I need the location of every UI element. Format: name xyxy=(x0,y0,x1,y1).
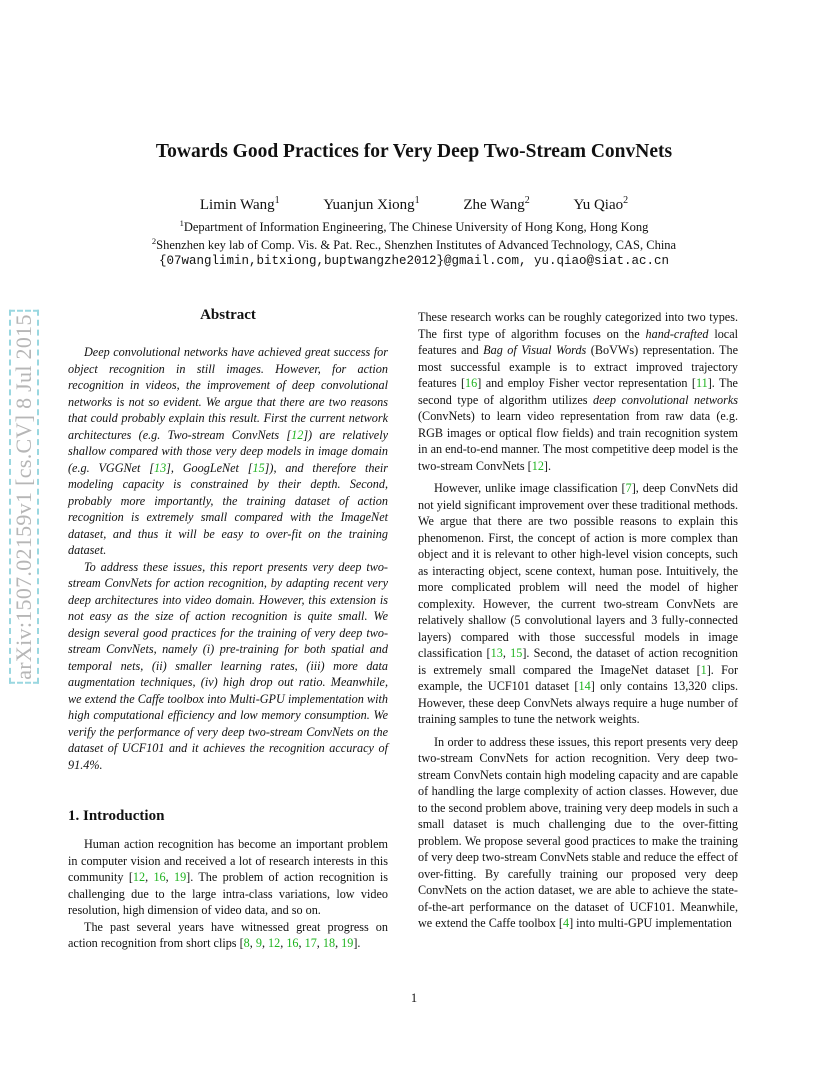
page-number: 1 xyxy=(410,991,418,1005)
citation-link[interactable]: 12 xyxy=(268,936,281,950)
author-affil-sup: 2 xyxy=(623,195,629,206)
body-paragraph: However, unlike image classification [7], deep ConvNets did not yield significant improvement over these traditional methods. We argue that there are two possible reasons to explain this phenomenon. First, the concept of action is more complex than object and it is relevant to other high-level vision concepts, such as interacting object, scene context, human pose. Intuitively, the more complicated problem will need the model of higher complexity. However, the current two-stream ConvNets are relatively shallow (5 convolutional layers and 3 fully-connected layers) compared with those successful models in image classification [13, 15]. Second, the dataset of action recognition is extremely small compared the ImageNet dataset [1]. For example, the UCF101 dataset [14] only contains 13,320 clips. However, these deep ConvNets always require a huge number of training samples to tune the network weights. xyxy=(418,481,739,726)
right-column-body xyxy=(418,309,738,932)
author-affil-sup: 1 xyxy=(414,195,420,206)
citation-link[interactable]: 13 xyxy=(153,460,167,475)
introduction-body xyxy=(68,836,388,952)
affiliation-text: Shenzhen key lab of Comp. Vis. & Pat. Rec., Shenzhen Institutes of Advanced Technology, CAS, China xyxy=(156,238,677,253)
affiliation xyxy=(0,236,828,253)
author xyxy=(574,195,629,214)
author-name: Yuanjun Xiong xyxy=(323,197,415,213)
citation-link[interactable]: 12 xyxy=(291,427,304,442)
citation-link[interactable]: 7 xyxy=(625,481,632,495)
author xyxy=(323,195,419,214)
section-heading-introduction: 1. Introduction xyxy=(68,808,165,824)
citation-link[interactable]: 13 xyxy=(490,646,503,660)
abstract-paragraph: To address these issues, this report presents very deep two-stream ConvNets for action recognition, by adapting recent very deep architectures into video domain. However, this extension is not easy as the size of action recognition is quite small. We design several good practices for the training of very deep two-stream ConvNets, namely (i) pre-training for both spatial and temporal nets, (ii) smaller learning rates, (iii) more data augmentation techniques, (iv) high drop out ratio. Meanwhile, we extend the Caffe toolbox into Multi-GPU implementation with high computational efficiency and low memory consumption. We verify the performance of very deep two-stream ConvNets on the dataset of UCF101 and it achieves the recognition accuracy of 91.4%. xyxy=(68,559,388,772)
citation-link[interactable]: 12 xyxy=(531,458,544,473)
author-emails: {07wanglimin,bitxiong,buptwangzhe2012}@gmail.com, yu.qiao@siat.ac.cn xyxy=(158,254,670,268)
citation-link[interactable]: 17 xyxy=(304,936,317,950)
affiliation-sup: 2 xyxy=(151,236,157,246)
citation-link[interactable]: 15 xyxy=(252,460,265,475)
affiliation xyxy=(0,218,828,235)
citation-link[interactable]: 12 xyxy=(132,870,146,884)
emphasis: deep convolutional networks xyxy=(592,392,738,407)
body-paragraph: The past several years have witnessed great progress on action recognition from short clips [8, 9, 12, 16, 17, 18, 19]. xyxy=(68,919,388,950)
emphasis: hand-crafted xyxy=(645,326,709,341)
citation-link[interactable]: 18 xyxy=(322,936,336,950)
author xyxy=(200,195,280,214)
citation-link[interactable]: 16 xyxy=(153,870,166,884)
citation-link[interactable]: 19 xyxy=(341,936,354,950)
affiliation-text: Department of Information Engineering, The Chinese University of Hong Kong, Hong Kong xyxy=(183,220,649,235)
arxiv-stamp-text: arXiv:1507.02159v1 [cs.CV] 8 Jul 2015 xyxy=(11,314,36,680)
body-paragraph: These research works can be roughly categorized into two types. The first type of algorithm focuses on the hand-crafted local features and Bag of Visual Words (BoVWs) representation. The most successful example is to extract improved trajectory features [16] and employ Fisher vector representation [11]. The second type of algorithm utilizes deep convolutional networks (ConvNets) to learn video representation from raw data (e.g. RGB images or optical flow fields) and train recognition system in an end-to-end manner. The most competitive deep model is the two-stream ConvNets [12]. xyxy=(418,310,738,473)
citation-link[interactable]: 1 xyxy=(700,662,707,677)
emphasis: Bag of Visual Words xyxy=(483,343,587,357)
abstract-paragraph: Deep convolutional networks have achieved great success for object recognition in still images. However, for action recognition in videos, the improvement of deep convolutional networks is not so evident. We argue that there are two reasons that could probably explain this result. First the current network architectures (e.g. Two-stream ConvNets [12]) are relatively shallow compared with those very deep models in image domain (e.g. VGGNet [13], GoogLeNet [15]), and therefore their modeling capacity is constrained by their depth. Second, probably more importantly, the training dataset of action recognition is extremely small compared with the ImageNet dataset, and thus it will be easy to over-fit on the training dataset. xyxy=(68,345,388,557)
citation-link[interactable]: 16 xyxy=(465,376,478,390)
citation-link[interactable]: 19 xyxy=(173,870,187,884)
citation-link[interactable]: 15 xyxy=(510,646,523,660)
body-paragraph: In order to address these issues, this report presents very deep two-stream ConvNets for action recognition. Very deep two-stream ConvNets contain high modeling capacity and are capable of handling the large complexity of action classes. However, due to the second problem above, training very deep models in such a small dataset is much challenging due to the over-fitting problem. We propose several good practices to make the training of very deep two-stream ConvNets stable and reduce the effect of over-fitting. By carefully training our proposed very deep ConvNets on the action dataset, we are able to achieve the state-of-the-art performance on the dataset of UCF101. Meanwhile, we extend the Caffe toolbox [4] into multi-GPU implementation xyxy=(418,734,738,930)
author-affil-sup: 1 xyxy=(274,195,280,206)
affiliation-sup: 1 xyxy=(179,218,184,228)
paper-title: Towards Good Practices for Very Deep Two-Stream ConvNets xyxy=(155,141,673,162)
author-affil-sup: 2 xyxy=(524,195,530,206)
author xyxy=(463,195,529,214)
arxiv-stamp xyxy=(4,262,44,732)
author-name: Limin Wang xyxy=(199,197,275,213)
author-list xyxy=(0,195,828,214)
body-paragraph: Human action recognition has become an important problem in computer vision and received a lot of research interests in this community [12, 16, 19]. The problem of action recognition is challenging due to the large intra-class variations, low video resolution, high dimension of video data, and so on. xyxy=(68,837,389,917)
author-name: Yu Qiao xyxy=(573,197,624,213)
citation-link[interactable]: 8 xyxy=(243,936,250,950)
author-name: Zhe Wang xyxy=(463,197,525,213)
citation-link[interactable]: 11 xyxy=(695,376,708,390)
citation-link[interactable]: 16 xyxy=(286,936,299,950)
citation-link[interactable]: 14 xyxy=(578,679,591,693)
citation-link[interactable]: 4 xyxy=(562,916,570,930)
citation-link[interactable]: 9 xyxy=(255,936,262,950)
abstract-body xyxy=(68,344,388,773)
abstract-heading: Abstract xyxy=(200,307,256,323)
